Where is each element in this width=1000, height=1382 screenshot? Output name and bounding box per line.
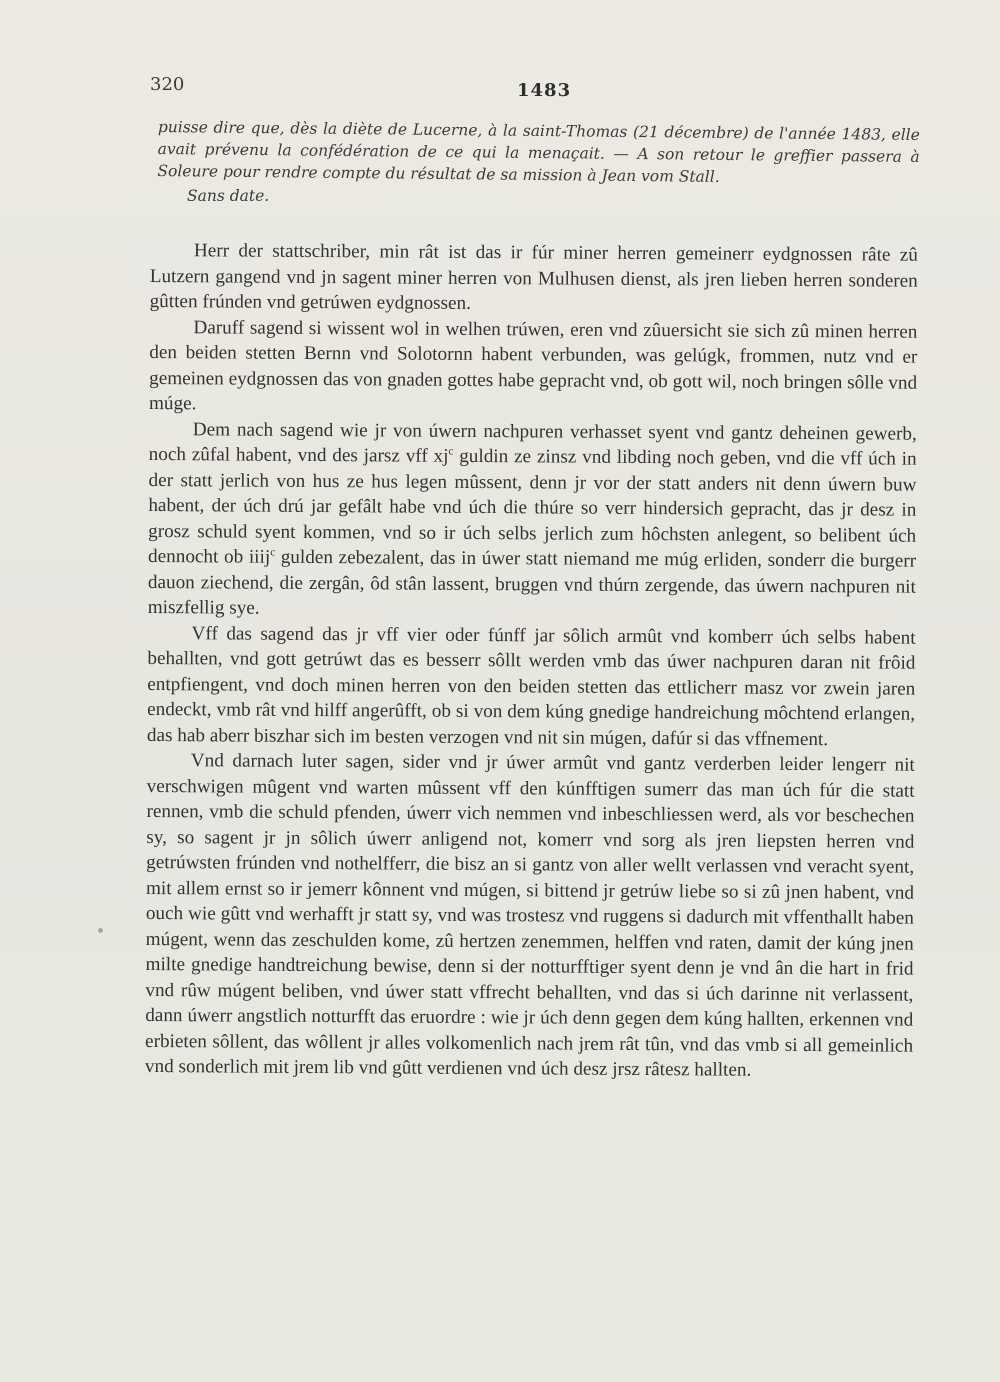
document-body — [145, 238, 918, 1084]
paragraph-3 — [148, 416, 917, 625]
superscript-hundred: c — [270, 546, 276, 559]
paragraph-3-part-b: guldin ze zinsz vnd libding noch geben, vnd die vff úch in der statt jerlich von hus ze hus legen mûssent, denn jr vor der statt anders nit denn úwern buw habent, der úch drú jar gefâlt habe vnd úch die thúre so verr hindersich gepracht, das jr desz in grosz schuld syent kommen, vnd so ir úch selbs jerlich zum hôchsten anlegent, so belibent úch dennocht ob iiij — [147, 445, 917, 568]
page-number: 320 — [150, 74, 185, 95]
superscript-hundred: c — [448, 445, 454, 458]
paragraph-3-part-a: Dem nach sagend wie jr von úwern nachpuren verhasset syent vnd gantz deheinen gewerb, noch zûfal habent, vnd des jarsz vff xj — [148, 418, 917, 467]
editorial-summary: puisse dire que, dès la diète de Lucerne, à la saint-Thomas (21 décembre) de l'année 1483, elle avait prévenu la confédération de ce qui la menaçait. — A son retour le greffier passera à Soleure pour rendre compte du résultat de sa mission à Jean vom Stall. — [157, 117, 920, 186]
paragraph-1: Herr der stattschriber, min rât ist das ir fúr miner herren gemeinerr eydgnossen râte zû Lutzern gangend vnd jn sagent miner herren von Mulhusen dienst, als jren lieben herren sonderen gûtten frúnden vnd getrúwen eydgnossen. — [149, 240, 918, 314]
running-header-year: 1483 — [517, 80, 572, 101]
ink-dot — [98, 928, 103, 933]
paragraph-5: Vnd darnach luter sagen, sider vnd jr úwer armût vnd gantz verderben leider lengerr nit verschwigen mûgent vnd warten mûssent vff den kúnfftigen sumerr das man úch fúr die statt rennen, vmb die schuld pfenden, úwerr vich nemmen vnd inbeschliessen werd, als vor beschechen sy, so sagent jr jn sôlich úwerr anligend not, komerr vnd sorg als jren liepsten herren vnd getrúwsten frúnden vnd nothelfferr, die bisz an si gantz von aller wellt verlassen vnd veracht syent, mit allem ernst so ir jemerr kônnent vnd múgen, si bittend jr getrúw liebe so si zû jnen habent, vnd ouch wie gûtt vnd werhafft jr statt sy, vnd was trostesz vnd ruggens si dadurch mit vffenthallt haben múgent, wenn das zeschulden kome, zû hertzen zenemmen, helffen vnd raten, damit der kúng jnen milte gnedige handtreichung bewise, denn si der notturfftiger syent denn je vnd ân die hart in frid vnd rûw múgent beliben, vnd úwer statt vffrecht behallten, vnd das si úch darinne nit verlassent, dann úwerr angstlich notturfft das eruordre : wie jr úch denn gegen dem kúng hallten, erkennen vnd erbieten sôllent, das wôllent jr alles volkomenlich nach jrem rât tûn, vnd das vmb si all gemeinlich vnd sonderlich mit jrem lib vnd gûtt verdienen vnd úch desz jrsz râtesz hallten. — [144, 750, 915, 1081]
paragraph-3-part-c: gulden zebezalent, das in úwer statt niemand me múg erliden, sonderr die burgerr dauon ziechend, die zergân, ôd stân lassent, bruggen vnd thúrn zergende, das úwern nachpuren nit miszfellig sye. — [147, 546, 917, 619]
paragraph-2: Daruff sagend si wissent wol in welhen trúwen, eren vnd zûuersicht sie sich zû minen herren den beiden stetten Bernn vnd Solotornn habent verbunden, was gelúgk, frommen, nutz vnd er gemeinen eydgnossen das von gnaden gottes habe gepracht vnd, ob gott wil, noch bringen sôlle vnd múge. — [148, 316, 918, 415]
date-note: Sans date. — [187, 187, 270, 205]
paragraph-4: Vff das sagend das jr vff vier oder fúnff jar sôlich armût vnd komberr úch selbs habent behallten, vnd gott getrúwt das es besserr sôllt werden vmb das úwer nachpuren daran nit frôid entpfiengent, vnd doch minen herren von den beiden stetten das ettlicherr masz vor zwein jaren endeckt, vmb rât vnd hilff angerûfft, ob si von dem kúng gnedige handreichung môchtend erlangen, das hab aberr biszhar sich im besten verzogen vnd nit sin múgen, dafúr si das vffnement. — [146, 622, 916, 750]
